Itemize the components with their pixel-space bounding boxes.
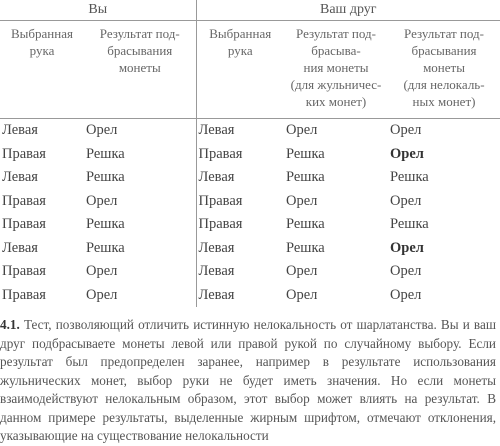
table-row: [0, 143, 500, 167]
table-row: [0, 260, 500, 284]
cell-you-result: Решка: [84, 166, 196, 190]
cell-you-result: Решка: [84, 143, 196, 167]
cell-you-result: Орел: [84, 260, 196, 284]
column-header-friend-hand: Выбранная рука: [196, 21, 284, 119]
cell-you-result: Орел: [84, 190, 196, 214]
column-header-you-hand: Выбранная рука: [0, 21, 84, 119]
cell-friend-result-cheating: Орел: [286, 192, 318, 209]
cell-friend-result-nonlocal: Орел: [390, 122, 422, 139]
cell-friend-result-nonlocal: Решка: [390, 216, 429, 233]
cell-friend-result-cheating: Орел: [286, 263, 318, 280]
cell-friend-result-cheating: Решка: [286, 239, 325, 256]
table-row: [0, 166, 500, 190]
cell-you-hand: Правая: [2, 192, 46, 209]
table-row: [0, 284, 500, 308]
cell-friend-result-nonlocal: Решка: [390, 169, 429, 186]
cell-you-hand: Правая: [2, 216, 46, 233]
cell-you-result: Орел: [84, 119, 196, 143]
cell-friend-result-cheating: Решка: [286, 216, 325, 233]
column-header-you-result: Результат под- брасывания монеты: [84, 21, 196, 119]
cell-friend-hand: Левая: [198, 122, 235, 139]
column-header-friend-result-nonlocal: Результат под- брасывания монеты (для нелокаль- ных монет): [388, 21, 500, 119]
cell-friend-hand: Правая: [198, 216, 243, 233]
cell-friend-hand: Левая: [198, 239, 235, 256]
table-body: [0, 119, 500, 308]
cell-you-hand: Левая: [2, 122, 38, 139]
cell-friend-result-cheating: Орел: [286, 122, 318, 139]
cell-friend-hand: Правая: [198, 192, 243, 209]
cell-friend-hand: Левая: [198, 286, 235, 303]
cell-friend-result-nonlocal: Орел: [390, 263, 422, 280]
cell-friend-result-cheating: Решка: [286, 145, 325, 162]
table-row: [0, 119, 500, 143]
cell-friend-result-nonlocal: Орел: [390, 192, 422, 209]
cell-you-result: Решка: [84, 213, 196, 237]
cell-friend-result-nonlocal: Орел: [390, 145, 424, 162]
cell-friend-hand: Левая: [198, 263, 235, 280]
cell-you-hand: Правая: [2, 286, 46, 303]
cell-friend-result-cheating: Решка: [286, 169, 325, 186]
cell-you-hand: Левая: [2, 239, 38, 256]
cell-friend-result-nonlocal: Орел: [390, 286, 422, 303]
column-header-friend-result-cheating: Результат под- брасыва- ния монеты (для жульничес- ких монет): [284, 21, 388, 119]
caption-text: Тест, позволяющий отличить истинную нелокальность от шарлатанства. Вы и ваш друг подбрасываете монеты левой или правой рукой по случайному выбору. Если результат был предопределен заранее, например в результате использования жульнических монет, выбор руки не будет иметь значения. Но если монеты взаимодействуют нелокальным образом, этот выбор может влиять на результат. В данном примере результаты, выделенные жирным шрифтом, отмечают отклонения, указывающие на существование нелокальности: [0, 317, 496, 444]
cell-you-hand: Левая: [2, 169, 38, 186]
cell-you-result: Решка: [84, 237, 196, 261]
cell-friend-result-nonlocal: Орел: [390, 239, 424, 256]
table-row: [0, 190, 500, 214]
group-header-row: [0, 0, 500, 21]
cell-friend-hand: Правая: [198, 145, 243, 162]
column-header-row: [0, 21, 500, 119]
cell-you-hand: Правая: [2, 263, 46, 280]
cell-you-hand: Правая: [2, 145, 46, 162]
figure-caption: [0, 316, 496, 446]
group-header-you: Вы: [0, 0, 196, 21]
caption-number: 4.1.: [0, 317, 20, 333]
cell-you-result: Орел: [84, 284, 196, 308]
group-header-friend: Ваш друг: [196, 0, 500, 21]
table-row: [0, 213, 500, 237]
cell-friend-hand: Левая: [198, 169, 235, 186]
cell-friend-result-cheating: Орел: [286, 286, 318, 303]
table-row: [0, 237, 500, 261]
